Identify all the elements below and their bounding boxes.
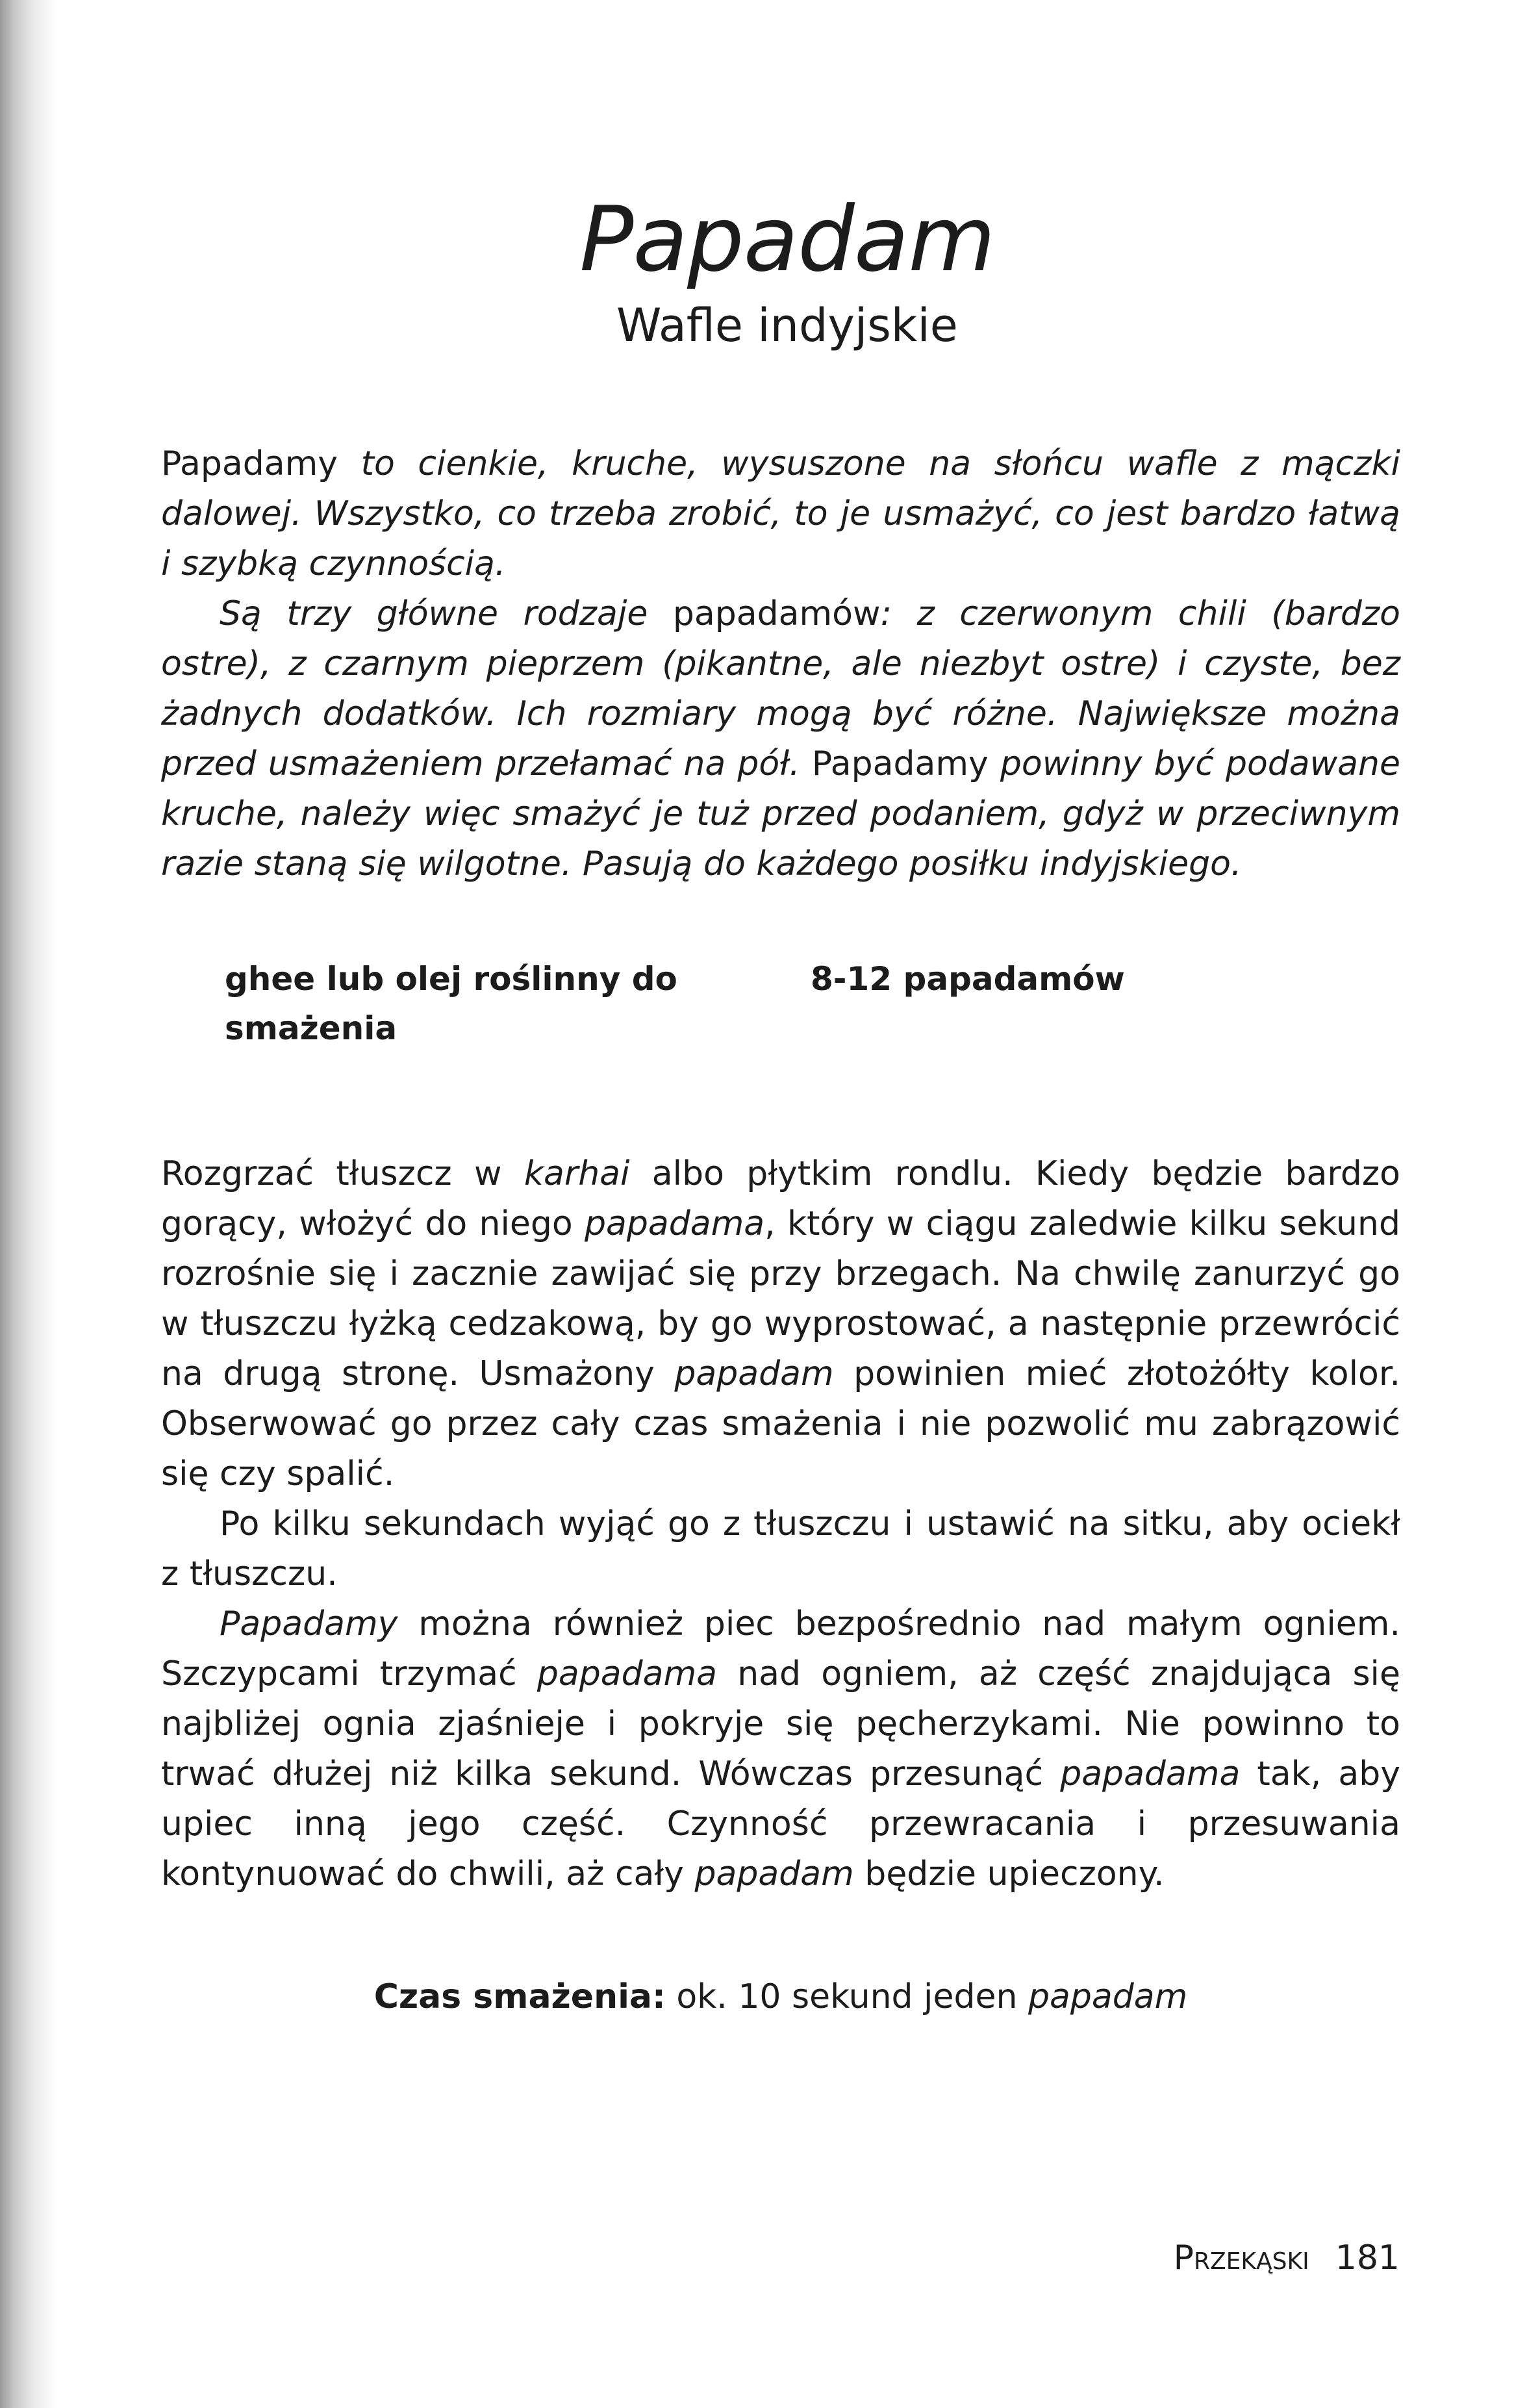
method-text-italic: papadama: [536, 1654, 718, 1693]
intro-section: [161, 439, 1400, 889]
method-section: [161, 1149, 1400, 1899]
method-text: , który w ciągu zaledwie kilku sekund rozrośnie się i zacznie zawijać się przy brzegach. Na chwilę zanurzyć go w tłuszczu łyżką cedzakową, by go wyprostować, a następnie przewrócić na drugą stronę. Usmażony: [161, 1204, 1400, 1393]
method-text-italic: papadama: [585, 1204, 765, 1243]
intro-text-italic: Są trzy główne rodzaje: [220, 594, 673, 633]
frying-time-label: Czas smażenia:: [373, 1977, 666, 2016]
page-number: 181: [1335, 2238, 1400, 2277]
method-text-italic: papadama: [1060, 1755, 1241, 1793]
method-text: tak, aby upiec inną jego część. Czynność przewracania i przesuwania kontynuować do chwili, aż cały: [161, 1755, 1400, 1894]
method-paragraph: [161, 1149, 1400, 1499]
method-text: Rozgrzać tłuszcz w: [161, 1154, 524, 1193]
intro-paragraph: [161, 439, 1400, 589]
page-gutter-shadow: [0, 0, 58, 2408]
ingredient-fat: ghee lub olej roślinny do smażenia: [225, 960, 677, 1047]
method-text-italic: karhai: [524, 1154, 630, 1193]
recipe-page: [161, 187, 1400, 2022]
method-text: będzie upieczony.: [853, 1855, 1165, 1894]
page-footer: [1173, 2238, 1400, 2277]
method-text: powinien mieć złotożółty kolor. Obserwować go przez cały czas smażenia i nie pozwolić mu zabrązowić się czy spalić.: [161, 1354, 1400, 1493]
recipe-title: Papadam: [579, 187, 995, 292]
frying-time-value: ok. 10 sekund jeden: [665, 1977, 1028, 2016]
method-text: można również piec bezpośrednio nad małym ogniem. Szczypcami trzymać: [161, 1604, 1400, 1693]
method-text: nad ogniem, aż część znajdująca się najbliżej ognia zjaśnieje i pokryje się pęcherzykami. Nie powinno to trwać dłużej niż kilka sekund. Wówczas przesunąć: [161, 1654, 1400, 1793]
method-text-italic: papadam: [694, 1855, 854, 1894]
method-text-italic: Papadamy: [220, 1604, 398, 1643]
method-text-italic: papadam: [674, 1354, 834, 1393]
footer-section-name: Przekąski: [1173, 2238, 1309, 2277]
recipe-subtitle: Wafle indyjskie: [616, 299, 958, 352]
ingredients-list: [161, 954, 1400, 1071]
method-paragraph: Po kilku sekundach wyjąć go z tłuszczu i ustawić na sitku, aby ociekł z tłuszczu.: [161, 1504, 1400, 1593]
method-text: albo płytkim rondlu. Kiedy będzie bardzo gorący, włożyć do niego: [161, 1154, 1400, 1243]
intro-text-italic: to cienkie, kruche, wysuszone na słońcu wafle z mączki dalowej. Wszystko, co trzeba zrobić, to je usmażyć, co jest bardzo łatwą i szybką czynnością.: [161, 444, 1400, 583]
intro-paragraph: [161, 589, 1400, 889]
ingredient-papadams: 8-12 papadamów: [811, 960, 1125, 998]
intro-text-italic: powinny być podawane kruche, należy więc smażyć je tuż przed podaniem, gdyż w przeciwnym razie staną się wilgotne. Pasują do każdego posiłku indyjskiego.: [161, 744, 1400, 883]
intro-text-italic: : z czerwonym chili (bardzo ostre), z czarnym pieprzem (pikantne, ale niezbyt ostre) i czyste, bez żadnych dodatków. Ich rozmiary mogą być różne. Największe można przed usmażeniem przełamać na pół.: [161, 594, 1400, 783]
intro-text: papadamów: [672, 594, 881, 633]
intro-text: Papadamy: [161, 444, 338, 483]
method-paragraph: [161, 1599, 1400, 1899]
frying-time-item: papadam: [1028, 1977, 1188, 2016]
intro-text: Papadamy: [811, 744, 989, 783]
frying-time: [161, 1972, 1400, 2022]
